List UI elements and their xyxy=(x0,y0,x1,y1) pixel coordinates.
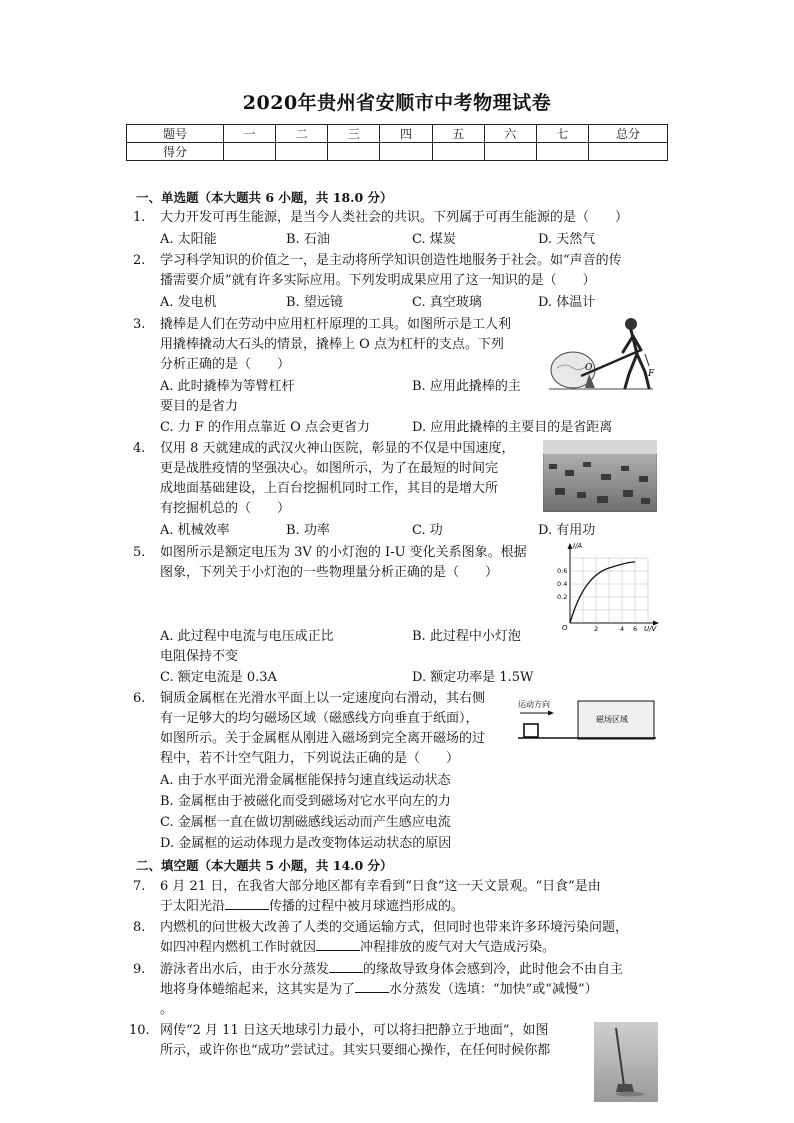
excavator xyxy=(577,492,586,498)
question-5-line: 图象，下列关于小灯泡的一些物理量分析正确的是（ ） xyxy=(160,565,499,580)
force-arrow xyxy=(645,354,649,366)
q6-option-d: D. 金属框的运动体现力是改变物体运动状态的原因 xyxy=(160,836,452,851)
excavator xyxy=(601,474,611,480)
magnetic-field-diagram xyxy=(516,696,658,746)
motion-direction-label: 运动方向 xyxy=(518,700,550,709)
question-8-line-2 xyxy=(160,938,555,958)
x-tick-label: 2 xyxy=(594,625,599,632)
section-heading-fill-in: 二、填空题（本大题共 5 小题，共 14.0 分） xyxy=(136,858,393,873)
excavator xyxy=(565,470,574,476)
score-blank-cell xyxy=(276,143,328,161)
answer-blank[interactable] xyxy=(355,980,389,993)
question-4-line: 仅用 8 天就建成的武汉火神山医院，彰显的不仅是中国速度， xyxy=(160,441,515,456)
text-fragment: 如四冲程内燃机工作时就因 xyxy=(160,940,317,955)
score-cell: 二 xyxy=(276,125,328,143)
excavator xyxy=(621,466,629,471)
question-number: 9. xyxy=(133,962,146,977)
text-fragment: 游泳者出水后，由于水分蒸发 xyxy=(160,962,330,977)
score-cell: 四 xyxy=(380,125,432,143)
q3-option-a: A. 此时撬棒为等臂杠杆 xyxy=(160,379,295,394)
question-10-line: 所示，或许你也“成功”尝试过。其实只要细心操作，在任何时候你都 xyxy=(160,1043,551,1058)
q1-option-a: A. 太阳能 xyxy=(160,232,217,247)
origin-label: O xyxy=(562,624,568,632)
score-table xyxy=(126,124,668,161)
score-row-label: 得分 xyxy=(127,143,224,161)
question-3-line: 用撬棒撬动大石头的情景，撬棒上 O 点为杠杆的支点。下列 xyxy=(160,337,504,352)
answer-blank[interactable] xyxy=(329,960,363,973)
q1-option-c: C. 煤炭 xyxy=(412,232,456,247)
q5-option-b-continued: 电阻保持不变 xyxy=(160,649,239,664)
question-7-line: 6 月 21 日，在我省大部分地区都有幸看到“日食”这一天文景观。“日食”是由 xyxy=(160,879,601,894)
excavator xyxy=(583,462,591,467)
question-6-line: 程中，若不计空气阻力，下列说法正确的是（ ） xyxy=(160,751,460,766)
q1-option-d: D. 天然气 xyxy=(538,232,596,247)
photo-horizon xyxy=(543,440,657,454)
iu-graph xyxy=(556,540,660,632)
q4-option-a: A. 机械效率 xyxy=(160,523,230,538)
question-8-line: 内燃机的问世极大改善了人类的交通运输方式，但同时也带来许多环境污染问题， xyxy=(160,920,629,935)
score-table-score-row xyxy=(127,143,668,161)
score-blank-cell xyxy=(432,143,484,161)
metal-frame xyxy=(524,724,538,737)
q3-option-d: D. 应用此撬棒的主要目的是省距离 xyxy=(412,420,613,435)
score-blank-cell xyxy=(224,143,276,161)
x-tick-label: 6 xyxy=(633,625,638,632)
answer-blank[interactable] xyxy=(225,897,269,910)
text-fragment: 传播的过程中被月球遮挡形成的。 xyxy=(269,899,465,914)
score-cell: 三 xyxy=(328,125,380,143)
question-4-line: 更是战胜疫情的坚强决心。如图所示，为了在最短的时间完 xyxy=(160,461,499,476)
score-blank-cell xyxy=(328,143,380,161)
broom-shadow xyxy=(616,1092,644,1097)
question-number: 7. xyxy=(133,879,146,894)
broom-head xyxy=(616,1084,634,1092)
score-cell: 七 xyxy=(536,125,588,143)
q4-option-b: B. 功率 xyxy=(286,523,330,538)
text-fragment: 冲程排放的废气对大气造成污染。 xyxy=(360,940,556,955)
y-axis-label: I/A xyxy=(573,542,583,550)
question-7-line-2 xyxy=(160,897,464,917)
q3-option-c: C. 力 F 的作用点靠近 O 点会更省力 xyxy=(160,420,370,435)
excavator xyxy=(623,490,633,497)
question-number: 5. xyxy=(133,545,146,560)
text-fragment: 于太阳光沿 xyxy=(160,899,226,914)
y-tick-label: 0.6 xyxy=(557,567,568,575)
text-fragment: 地将身体蜷缩起来，这其实是为了 xyxy=(160,982,356,997)
question-number: 10. xyxy=(129,1023,150,1038)
x-tick-label: 4 xyxy=(620,625,625,632)
question-4-line: 有挖掘机总的（ ） xyxy=(160,501,291,516)
y-tick-label: 0.4 xyxy=(557,580,568,588)
question-9-line-2 xyxy=(160,980,598,1000)
question-6-line: 铜质金属框在光滑水平面上以一定速度向右滑动，其右侧 xyxy=(160,691,486,706)
q1-option-b: B. 石油 xyxy=(286,232,330,247)
q5-option-a: A. 此过程中电流与电压成正比 xyxy=(160,629,334,644)
score-cell: 总分 xyxy=(589,125,668,143)
q2-option-d: D. 体温计 xyxy=(538,295,596,310)
text-fragment: 的缘故导致身体会感到冷，此时他会不由自主 xyxy=(363,962,624,977)
excavator xyxy=(597,496,608,503)
q2-option-b: B. 望远镜 xyxy=(286,295,343,310)
question-6-line: 如图所示。关于金属框从刚进入磁场到完全离开磁场的过 xyxy=(160,731,486,746)
question-1-text: 大力开发可再生能源，是当今人类社会的共识。下列属于可再生能源的是（ ） xyxy=(160,210,629,225)
text-fragment: 水分蒸发（选填：“加快”或“减慢”） xyxy=(389,982,598,997)
question-number: 8. xyxy=(133,920,146,935)
question-9-line-1 xyxy=(160,960,623,980)
question-9-line-3: 。 xyxy=(160,1002,174,1017)
y-axis-arrow xyxy=(568,543,573,549)
question-6-line: 有一足够大的均匀磁场区域（磁感线方向垂直于纸面）， xyxy=(160,711,479,726)
question-5-line: 如图所示是额定电压为 3V 的小灯泡的 I-U 变化关系图象。根据 xyxy=(160,545,527,560)
field-region-label: 磁场区域 xyxy=(596,715,628,724)
worker-body xyxy=(623,330,649,388)
q3-option-b-continued: 要目的是省力 xyxy=(160,399,239,414)
section-heading-single-choice: 一、单选题（本大题共 6 小题，共 18.0 分） xyxy=(136,190,393,205)
score-cell: 一 xyxy=(224,125,276,143)
y-tick-label: 0.2 xyxy=(557,593,568,601)
excavator xyxy=(639,476,648,482)
motion-arrowhead xyxy=(548,711,554,716)
q5-option-d: D. 额定功率是 1.5W xyxy=(412,670,534,685)
crowbar-illustration xyxy=(545,312,657,412)
score-cell: 五 xyxy=(432,125,484,143)
score-table-header-row xyxy=(127,125,668,143)
excavator xyxy=(549,464,557,469)
q5-option-c: C. 额定电流是 0.3A xyxy=(160,670,277,685)
question-number: 2. xyxy=(133,253,146,268)
score-blank-cell xyxy=(589,143,668,161)
broom-photo xyxy=(594,1022,658,1102)
question-2-line: 播需要介质”就有许多实际应用。下列发明成果应用了这一知识的是（ ） xyxy=(160,273,596,288)
exam-title: 2020年贵州省安顺市中考物理试卷 xyxy=(242,92,552,114)
q3-option-b: B. 应用此撬棒的主 xyxy=(412,379,521,394)
score-blank-cell xyxy=(380,143,432,161)
question-number: 1. xyxy=(133,210,146,225)
q6-option-a: A. 由于水平面光滑金属框能保持匀速直线运动状态 xyxy=(160,773,451,788)
pivot-label: O xyxy=(585,363,593,373)
question-10-line: 网传“2 月 11 日这天地球引力最小，可以将扫把静立于地面”，如图 xyxy=(160,1023,549,1038)
q2-option-a: A. 发电机 xyxy=(160,295,217,310)
x-axis-label: U/V xyxy=(644,625,657,632)
q6-option-c: C. 金属框一直在做切割磁感线运动而产生感应电流 xyxy=(160,815,451,830)
score-blank-cell xyxy=(536,143,588,161)
score-cell: 题号 xyxy=(127,125,224,143)
excavator xyxy=(641,498,650,504)
q6-option-b: B. 金属框由于被磁化而受到磁场对它水平向左的力 xyxy=(160,794,451,809)
force-label: F xyxy=(648,369,655,379)
worker-head xyxy=(625,318,637,330)
score-cell: 六 xyxy=(484,125,536,143)
excavator xyxy=(555,488,565,495)
q5-option-b: B. 此过程中小灯泡 xyxy=(412,629,521,644)
question-number: 6. xyxy=(133,691,146,706)
question-2-line: 学习科学知识的价值之一，是主动将所学知识创造性地服务于社会。如“声音的传 xyxy=(160,253,622,268)
question-3-line: 撬棒是人们在劳动中应用杠杆原理的工具。如图所示是工人利 xyxy=(160,317,512,332)
q2-option-c: C. 真空玻璃 xyxy=(412,295,482,310)
score-blank-cell xyxy=(484,143,536,161)
answer-blank[interactable] xyxy=(316,938,360,951)
question-number: 3. xyxy=(133,317,146,332)
question-4-line: 成地面基础建设，上百台挖掘机同时工作，其目的是增大所 xyxy=(160,481,499,496)
q4-option-c: C. 功 xyxy=(412,523,443,538)
q4-option-d: D. 有用功 xyxy=(538,523,596,538)
question-3-line: 分析正确的是（ ） xyxy=(160,357,291,372)
question-number: 4. xyxy=(133,441,146,456)
excavator-photo xyxy=(543,440,657,512)
